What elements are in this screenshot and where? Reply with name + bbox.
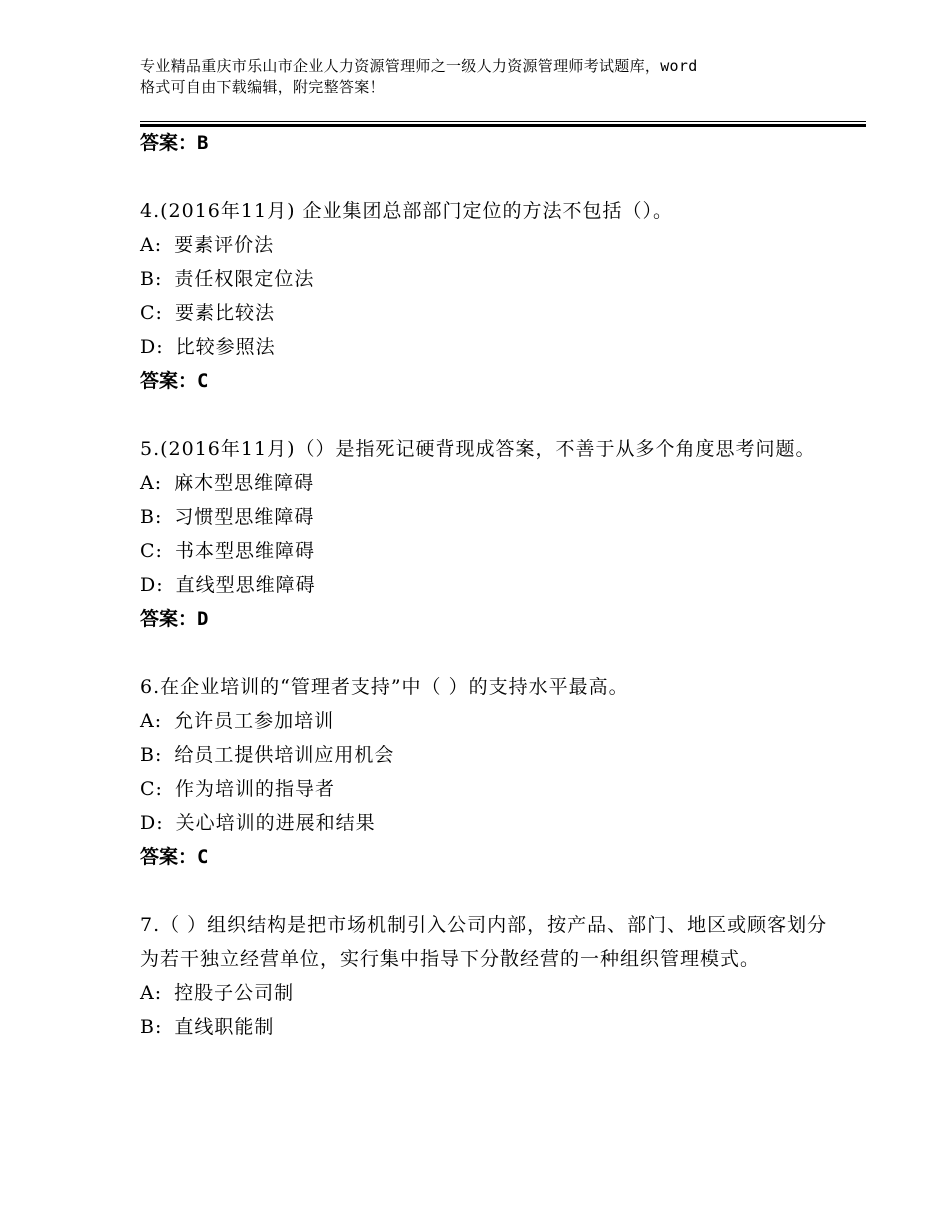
question-text: 5.(2016年11月)（）是指死记硬背现成答案，不善于从多个角度思考问题。 xyxy=(140,438,816,460)
option-a: A: 要素评价法 xyxy=(140,234,275,256)
option-b: B: 给员工提供培训应用机会 xyxy=(140,744,395,766)
option-a: A: 允许员工参加培训 xyxy=(140,710,335,732)
option-a: A: 麻木型思维障碍 xyxy=(140,472,315,494)
answer-label: 答案：D xyxy=(140,608,209,630)
question-item xyxy=(140,194,840,398)
option-d: D: 直线型思维障碍 xyxy=(140,574,316,596)
option-d: D: 比较参照法 xyxy=(140,336,276,358)
question-item xyxy=(140,670,840,874)
question-item xyxy=(140,908,840,1044)
option-b: B: 责任权限定位法 xyxy=(140,268,315,290)
question-text: 4.(2016年11月) 企业集团总部部门定位的方法不包括（）。 xyxy=(140,200,674,222)
answer-label: 答案：C xyxy=(140,370,209,392)
header-line-1: 专业精品重庆市乐山市企业人力资源管理师之一级人力资源管理师考试题库，word xyxy=(140,57,698,75)
question-text: 6.在企业培训的“管理者支持”中（ ）的支持水平最高。 xyxy=(140,676,629,698)
option-c: C: 要素比较法 xyxy=(140,302,275,324)
question-text: 7.（ ）组织结构是把市场机制引入公司内部，按产品、部门、地区或顾客划分为若干独立经营单位，实行集中指导下分散经营的一种组织管理模式。 xyxy=(140,914,828,970)
question-list xyxy=(140,126,840,1044)
option-c: C: 作为培训的指导者 xyxy=(140,778,335,800)
header-line-2: 格式可自由下载编辑，附完整答案！ xyxy=(140,78,385,96)
document-header xyxy=(140,56,830,98)
question-item xyxy=(140,432,840,636)
option-a: A: 控股子公司制 xyxy=(140,982,295,1004)
option-c: C: 书本型思维障碍 xyxy=(140,540,315,562)
option-d: D: 关心培训的进展和结果 xyxy=(140,812,376,834)
option-b: B: 直线职能制 xyxy=(140,1016,275,1038)
answer-label: 答案：C xyxy=(140,846,209,868)
answer-label: 答案：B xyxy=(140,132,209,154)
header-rule-thin xyxy=(140,121,866,122)
option-b: B: 习惯型思维障碍 xyxy=(140,506,315,528)
